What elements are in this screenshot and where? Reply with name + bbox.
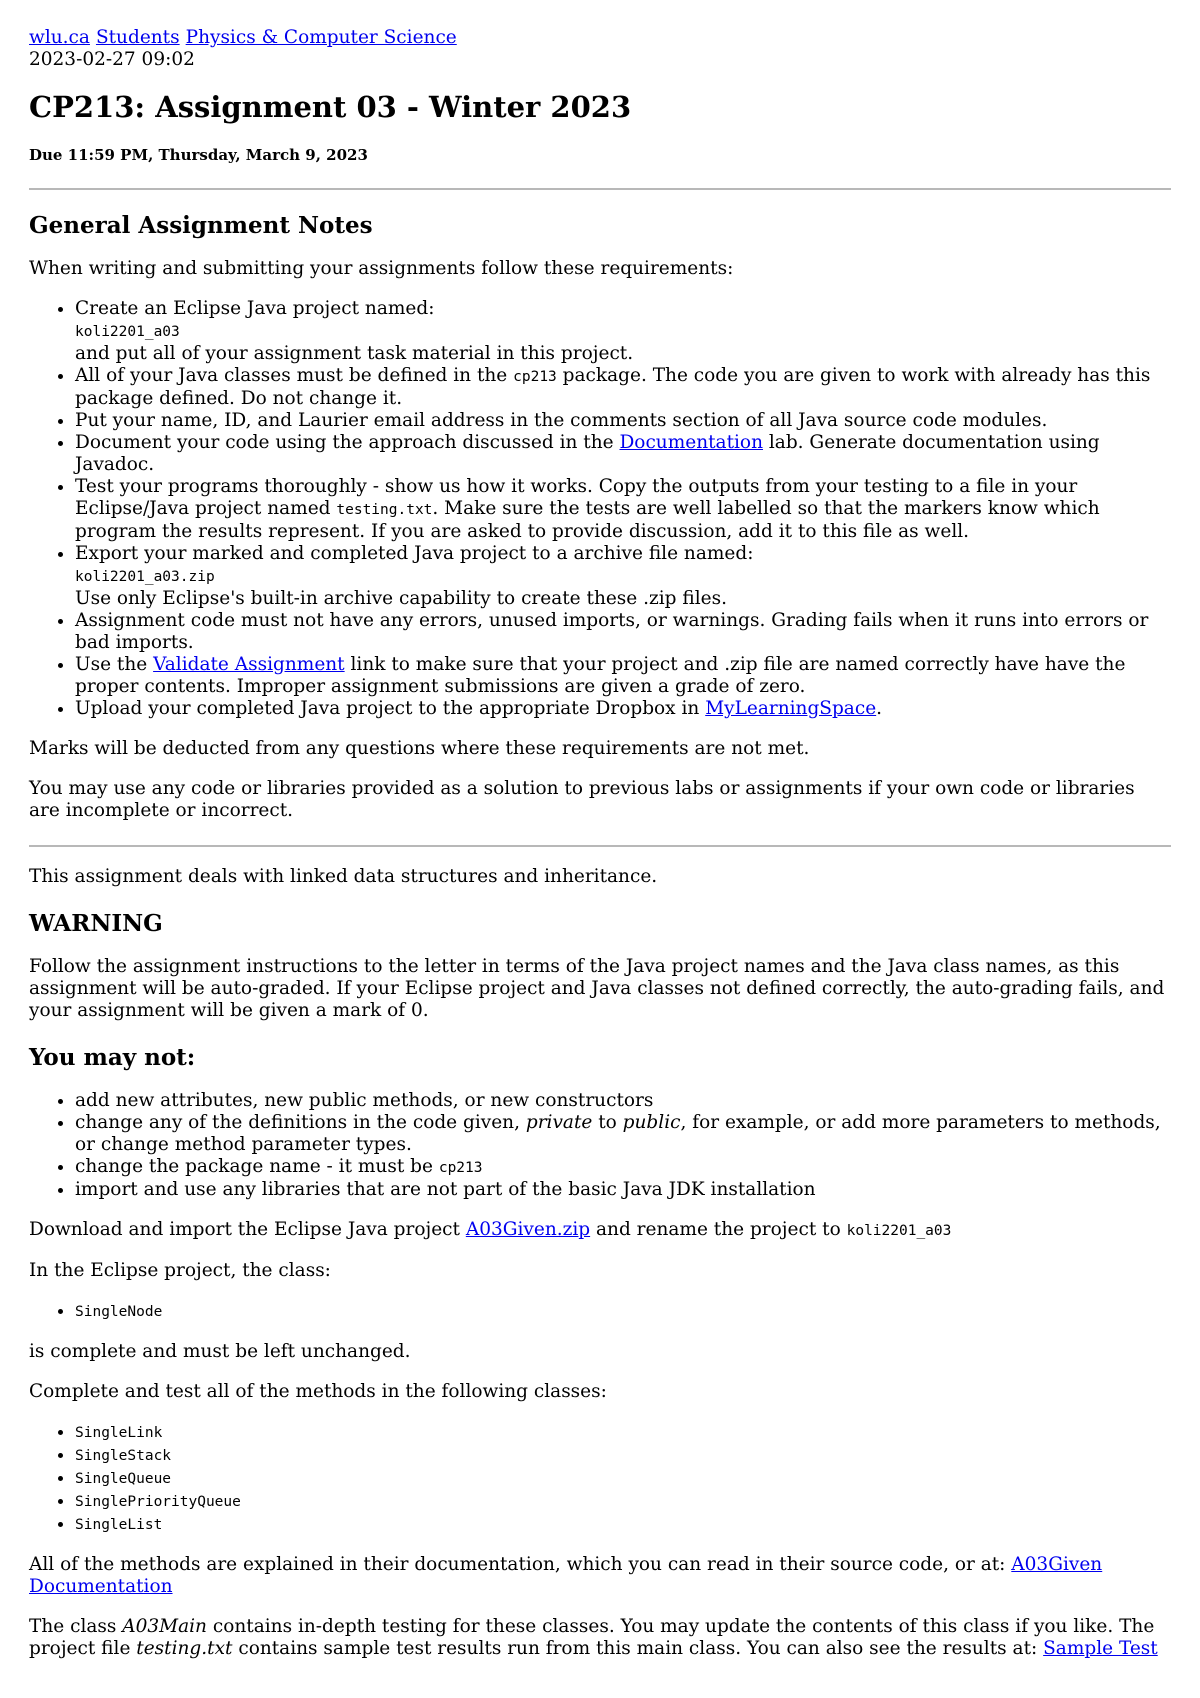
list-item: • Create an Eclipse Java project named: koli2201_a03 and put all of your assignment task material in this project. (75, 298, 1171, 365)
list-item: • SingleLink (75, 1421, 1171, 1444)
download-text: Download and import the Eclipse Java project A03Given.zip and rename the project to koli2201_a03 (29, 1219, 952, 1240)
list-item: • Test your programs thoroughly - show us how it works. Copy the outputs from your testing to a file in your Eclipse/Java project named testing.txt. Make sure the tests are well labelled so that the markers know which program the results represent. If you are asked to provide discussion, add it to this file as well. (75, 476, 1171, 543)
warning-text: Follow the assignment instructions to the letter in terms of the Java project names and the Java class names, as this assignment will be auto-graded. If your Eclipse project and Java classes not defined correctly, the auto-grading fails, and your assignment will be given a mark of 0. (29, 956, 1165, 1021)
complete-class-list (29, 1300, 1171, 1323)
list-item: • Put your name, ID, and Laurier email address in the comments section of all Java source code modules. (75, 410, 1171, 432)
package-code: cp213 (438, 1160, 483, 1176)
project-name-code: koli2201_a03 (846, 1223, 952, 1239)
unchanged-text: is complete and must be left unchanged. (29, 1341, 411, 1362)
list-item: • All of your Java classes must be defined in the cp213 package. The code you are given to work with already has this package defined. Do not change it. (75, 365, 1171, 410)
deducted-text: Marks will be deducted from any questions where these requirements are not met. (29, 738, 810, 759)
breadcrumb (29, 27, 1171, 49)
list-item: • Assignment code must not have any errors, unused imports, or warnings. Grading fails when it runs into errors or bad imports. (75, 610, 1171, 654)
notes-heading: General Assignment Notes (29, 212, 373, 239)
list-item: • SingleNode (75, 1300, 1171, 1323)
divider (29, 188, 1171, 190)
divider (29, 845, 1171, 847)
list-item: • SinglePriorityQueue (75, 1490, 1171, 1513)
may-not-heading: You may not: (29, 1044, 196, 1071)
classes-list (29, 1421, 1171, 1536)
may-not-list (29, 1090, 1171, 1201)
breadcrumb-link-physics-cs[interactable]: Physics & Computer Science (185, 27, 457, 48)
package-code: cp213 (513, 369, 557, 385)
a03given-documentation-link[interactable]: A03Given Documentation (29, 1554, 1103, 1597)
methods-doc-text: All of the methods are explained in their documentation, which you can read in their source code, or at: A03Given Documentation (29, 1554, 1103, 1597)
validate-assignment-link[interactable]: Validate Assignment (153, 654, 345, 675)
list-item: • SingleList (75, 1513, 1171, 1536)
libraries-text: You may use any code or libraries provided as a solution to previous labs or assignments if your own code or libraries are incomplete or incorrect. (29, 778, 1135, 821)
list-item: • Document your code using the approach discussed in the Documentation lab. Generate documentation using Javadoc. (75, 432, 1171, 476)
notes-intro: When writing and submitting your assignments follow these requirements: (29, 258, 734, 279)
intro-text: This assignment deals with linked data structures and inheritance. (29, 866, 658, 887)
sample-test-link[interactable]: Sample Test (1043, 1638, 1158, 1659)
list-item: • import and use any libraries that are not part of the basic Java JDK installation (75, 1179, 1171, 1201)
eclipse-class-text: In the Eclipse project, the class: (29, 1260, 331, 1281)
list-item: • add new attributes, new public methods, or new constructors (75, 1090, 1171, 1112)
list-item: • Upload your completed Java project to the appropriate Dropbox in MyLearningSpace. (75, 698, 1171, 720)
list-item: • change the package name - it must be cp213 (75, 1156, 1171, 1179)
warning-heading: WARNING (29, 910, 163, 937)
timestamp: 2023-02-27 09:02 (29, 49, 195, 70)
list-item: • Use the Validate Assignment link to make sure that your project and .zip file are named correctly have have the proper contents. Improper assignment submissions are given a grade of zero. (75, 654, 1171, 698)
list-item: • SingleStack (75, 1444, 1171, 1467)
documentation-link[interactable]: Documentation (619, 432, 763, 453)
mylearningspace-link[interactable]: MyLearningSpace (705, 698, 877, 719)
main-class-text: The class A03Main contains in-depth testing for these classes. You may update the contents of this class if you like. The project file testing.txt contains sample test results run from this main class. You can also see the results at: Sample Test (29, 1616, 1158, 1659)
archive-name-code: koli2201_a03.zip (75, 569, 215, 585)
due-date: Due 11:59 PM, Thursday, March 9, 2023 (29, 146, 368, 164)
breadcrumb-link-students[interactable]: Students (95, 27, 180, 48)
project-name-code: koli2201_a03 (75, 324, 180, 340)
list-item: • Export your marked and completed Java project to a archive file named: koli2201_a03.zip Use only Eclipse's built-in archive capability to create these .zip files. (75, 543, 1171, 610)
list-item: • SingleQueue (75, 1467, 1171, 1490)
breadcrumb-link-wlu[interactable]: wlu.ca (29, 27, 90, 48)
a03given-zip-link[interactable]: A03Given.zip (465, 1219, 591, 1240)
page-title: CP213: Assignment 03 - Winter 2023 (29, 90, 632, 124)
complete-test-text: Complete and test all of the methods in the following classes: (29, 1381, 607, 1402)
requirements-list (29, 298, 1171, 720)
testing-file-code: testing.txt (336, 502, 433, 518)
list-item: • change any of the definitions in the code given, private to public, for example, or add more parameters to methods, or change method parameter types. (75, 1112, 1171, 1156)
